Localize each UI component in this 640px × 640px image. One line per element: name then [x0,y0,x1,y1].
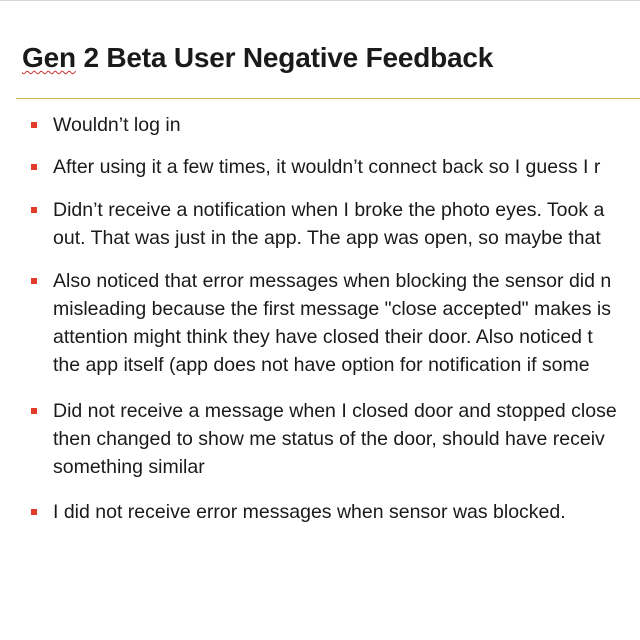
bullet-square-icon [31,164,37,170]
bullet-square-icon [31,509,37,515]
bullet-text [53,397,617,481]
title-prefix: Gen [22,42,76,73]
bullet-line: the app itself (app does not have option for notification if some [53,354,590,376]
top-border [0,0,640,1]
bullet-line: Also noticed that error messages when blocking the sensor did n [53,270,612,292]
bullet-square-icon [31,278,37,284]
bullet-line: then changed to show me status of the door, should have receiv [53,428,605,450]
bullet-square-icon [31,122,37,128]
title-rest: 2 Beta User Negative Feedback [75,42,494,73]
bullet-line: attention might think they have closed their door. Also noticed t [53,326,593,348]
bullet-square-icon [31,207,37,213]
title-divider [16,98,640,99]
bullet-line: After using it a few times, it wouldn’t connect back so I guess I r [53,156,601,178]
bullet-line: Wouldn’t log in [53,114,181,136]
bullet-line: misleading because the first message "close accepted" makes is [53,298,611,320]
bullet-line: something similar [53,456,205,478]
bullet-line: I did not receive error messages when sensor was blocked. [53,501,566,523]
bullet-text [53,196,604,252]
bullet-text [53,111,181,139]
bullet-text [53,153,600,181]
bullet-line: Didn’t receive a notification when I broke the photo eyes. Took a [53,199,605,221]
bullet-line: Did not receive a message when I closed door and stopped close [53,400,617,422]
bullet-text [53,267,611,379]
bullet-line: out. That was just in the app. The app was open, so maybe that [53,227,601,249]
bullet-text [53,498,566,526]
slide-title [22,42,493,74]
bullet-square-icon [31,408,37,414]
